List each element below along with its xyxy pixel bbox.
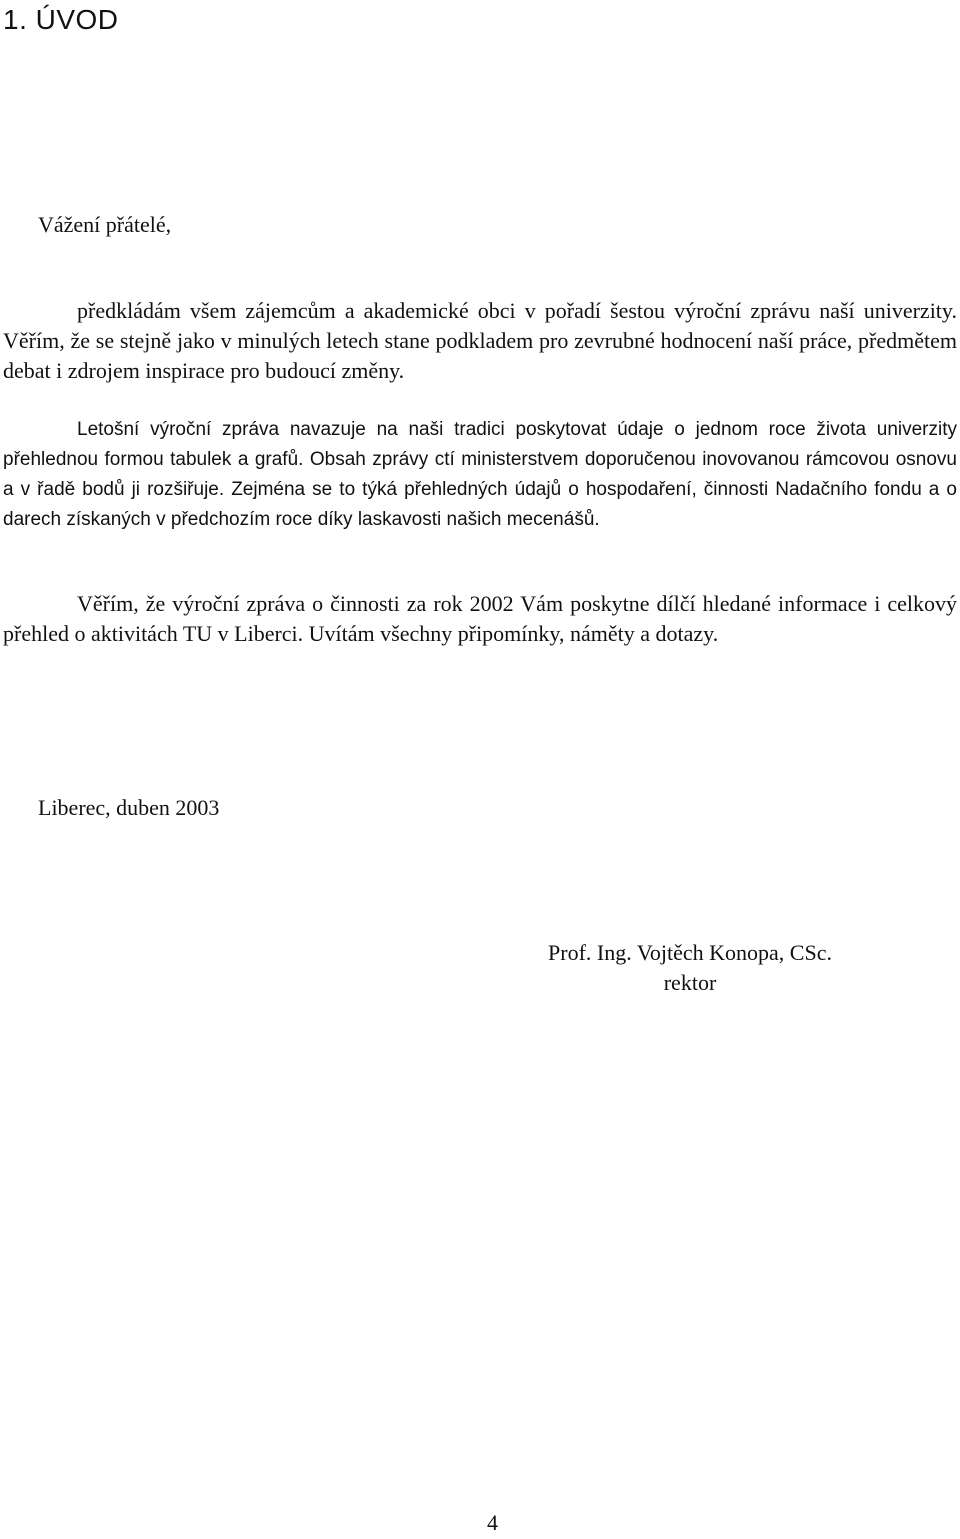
place-and-date: Liberec, duben 2003 — [38, 795, 220, 820]
paragraph-intro: předkládám všem zájemcům a akademické obci v pořadí šestou výroční zprávu naší univerzity. Věřím, že se stejně jako v minulých letech stane podkladem pro zevrubné hodnocení naší práce, předmětem debat i zdrojem inspirace pro budoucí změny. — [3, 298, 957, 383]
signatory-name: Prof. Ing. Vojtěch Konopa, CSc. — [548, 940, 832, 965]
paragraph-closing: Věřím, že výroční zpráva o činnosti za rok 2002 Vám poskytne dílčí hledané informace i celkový přehled o aktivitách TU v Liberci. Uvítám všechny připomínky, náměty a dotazy. — [3, 591, 957, 646]
signature-block — [520, 938, 860, 998]
paragraph-report-content: Letošní výroční zpráva navazuje na naši tradici poskytovat údaje o jednom roce života univerzity přehlednou formou tabulek a grafů. Obsah zprávy ctí ministerstvem doporučenou inovovanou rámcovou osnovu a v řadě bodů ji rozšiřuje. Zejména se to týká přehledných údajů o hospodaření, činnosti Nadačního fondu a o darech získaných v předchozím roce díky laskavosti našich mecenášů. — [3, 419, 957, 530]
page-number: 4 — [487, 1510, 498, 1535]
salutation: Vážení přátelé, — [38, 212, 172, 237]
signatory-title: rektor — [663, 970, 717, 995]
page-title: 1. ÚVOD — [3, 4, 119, 35]
